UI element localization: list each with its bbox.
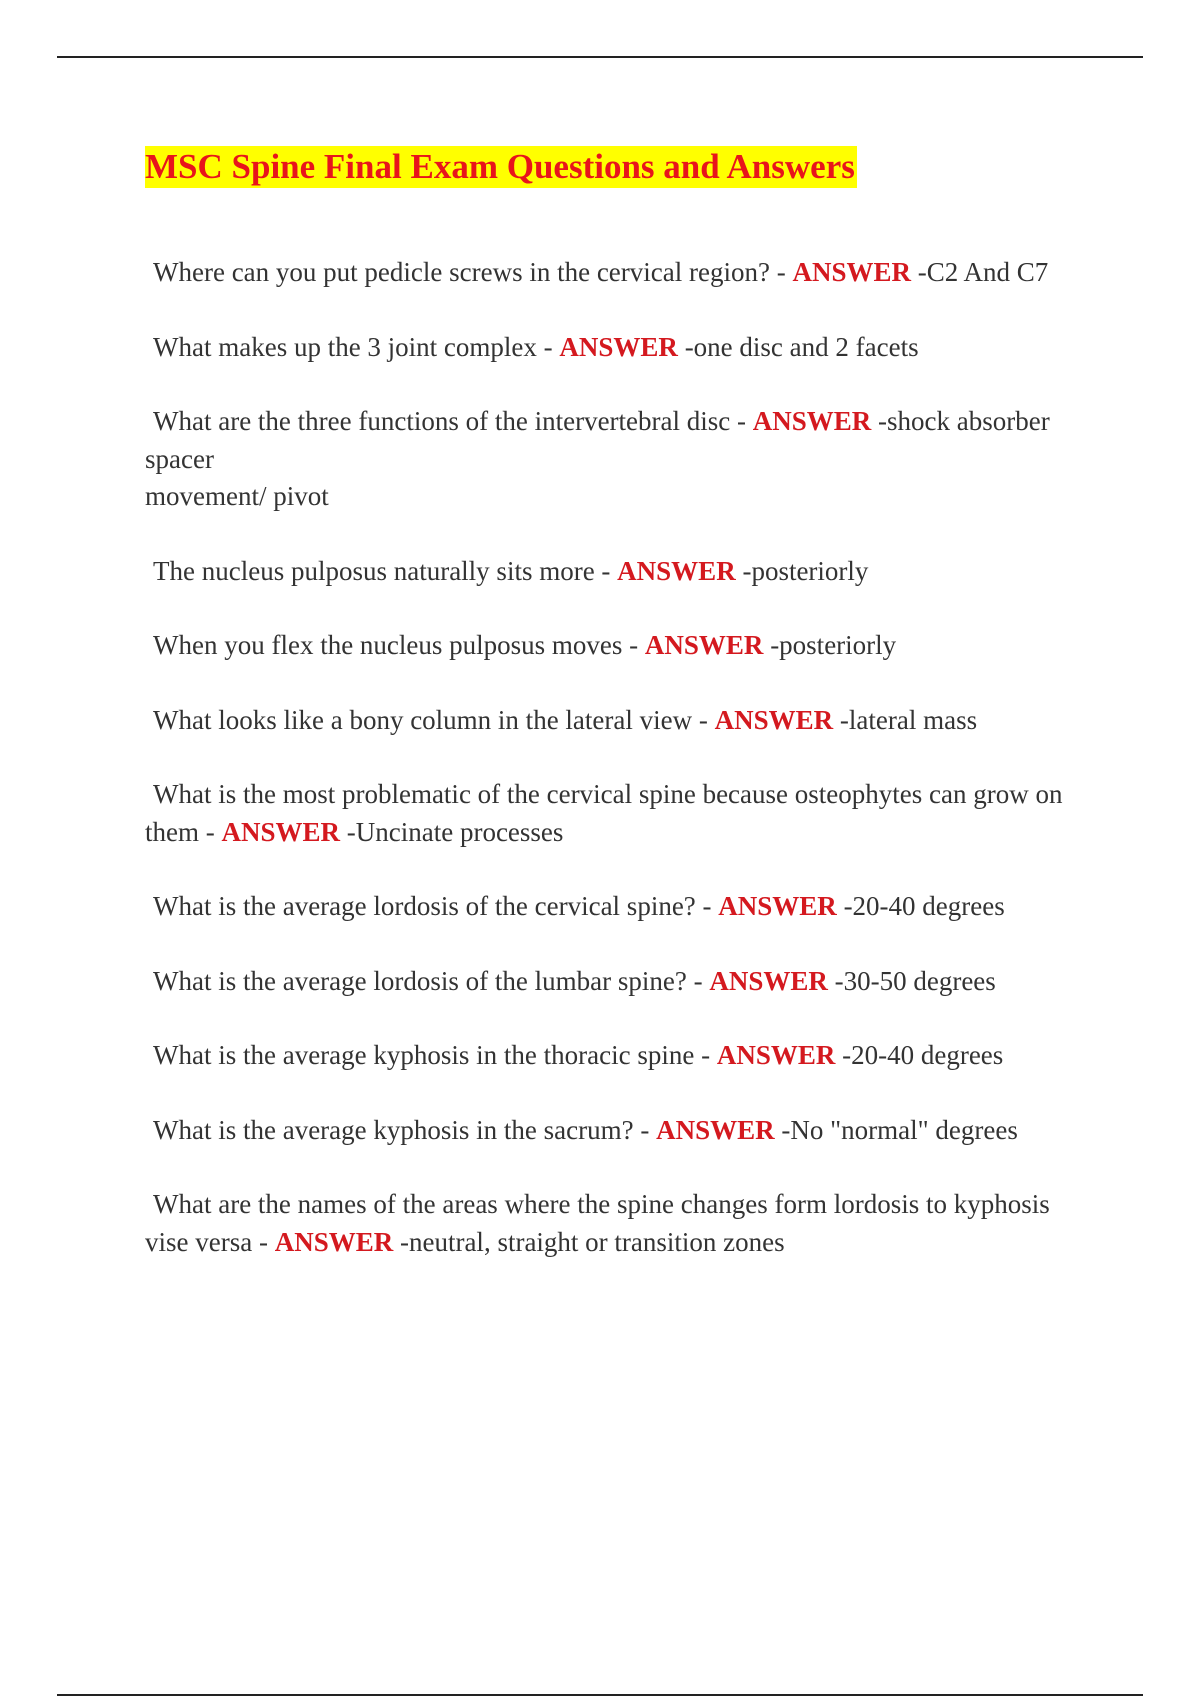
answer-text: -Uncinate processes — [346, 816, 564, 847]
qa-item — [145, 553, 1080, 591]
page-title: MSC Spine Final Exam Questions and Answers — [145, 147, 855, 186]
qa-item — [145, 702, 1080, 740]
answer-label: ANSWER — [714, 704, 834, 735]
answer-text: -shock absorber — [878, 406, 1050, 436]
answer-text: -20-40 degrees — [843, 891, 1005, 921]
qa-item — [145, 1112, 1080, 1150]
qa-list — [145, 254, 1080, 1261]
answer-text: -20-40 degrees — [842, 1040, 1004, 1070]
qa-item — [145, 627, 1080, 665]
answer-label: ANSWER — [716, 1040, 836, 1070]
answer-text: -posteriorly — [770, 630, 897, 660]
question-text: What is the average lordosis of the cervical spine? - — [153, 891, 719, 921]
question-text: What are the names of the areas where the spine changes form lordosis to kyphosis vise versa - — [145, 1189, 1050, 1257]
question-text: When you flex the nucleus pulposus moves - — [153, 630, 645, 660]
answer-line: spacer — [145, 443, 214, 474]
answer-label: ANSWER — [709, 965, 828, 996]
question-text: What is the average kyphosis in the sacrum? - — [153, 1114, 657, 1145]
answer-text: -one disc and 2 facets — [684, 331, 919, 362]
qa-item — [145, 963, 1080, 1001]
question-text: What are the three functions of the intervertebral disc - — [153, 406, 753, 436]
answer-text: -lateral mass — [839, 704, 978, 735]
answer-label: ANSWER — [221, 816, 341, 847]
answer-text: -neutral, straight or transition zones — [399, 1226, 785, 1257]
answer-label: ANSWER — [559, 331, 678, 362]
answer-text: -posteriorly — [742, 555, 869, 586]
question-text: What is the average kyphosis in the thoracic spine - — [153, 1040, 717, 1070]
qa-item — [145, 254, 1080, 292]
answer-line: movement/ pivot — [145, 481, 329, 511]
answer-label: ANSWER — [617, 555, 736, 586]
question-text: What looks like a bony column in the lateral view - — [153, 704, 715, 735]
document-body — [145, 146, 1080, 1298]
answer-label: ANSWER — [274, 1226, 394, 1257]
top-divider — [57, 56, 1143, 58]
qa-item — [145, 1037, 1080, 1075]
answer-label: ANSWER — [644, 630, 764, 660]
question-text: What is the average lordosis of the lumbar spine? - — [153, 965, 710, 996]
answer-label: ANSWER — [752, 406, 872, 436]
answer-label: ANSWER — [656, 1114, 775, 1145]
qa-item — [145, 776, 1080, 851]
answer-text: -C2 And C7 — [917, 257, 1049, 287]
answer-text: -30-50 degrees — [834, 965, 996, 996]
bottom-divider — [57, 1694, 1143, 1696]
qa-item — [145, 329, 1080, 367]
qa-item — [145, 888, 1080, 926]
question-text: What makes up the 3 joint complex - — [153, 331, 560, 362]
qa-item — [145, 1186, 1080, 1261]
question-text: Where can you put pedicle screws in the cervical region? - — [153, 257, 793, 287]
answer-label: ANSWER — [792, 257, 911, 287]
answer-label: ANSWER — [718, 891, 837, 921]
question-text: What is the most problematic of the cervical spine because osteophytes can grow on them - — [145, 779, 1063, 847]
qa-item — [145, 403, 1080, 516]
question-text: The nucleus pulposus naturally sits more - — [153, 555, 618, 586]
answer-text: -No "normal" degrees — [781, 1114, 1018, 1145]
